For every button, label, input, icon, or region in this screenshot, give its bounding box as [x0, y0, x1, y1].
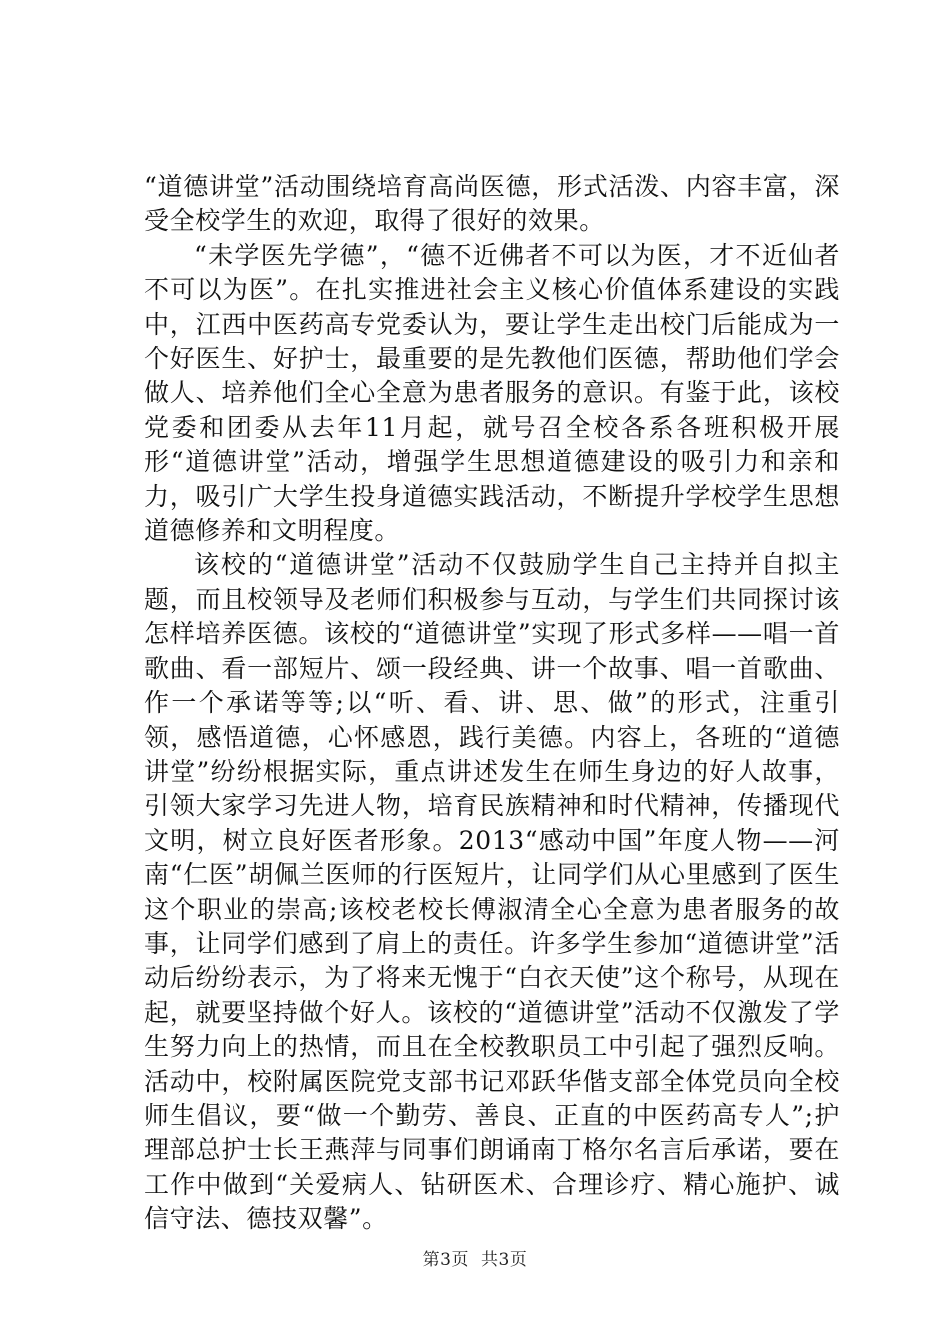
paragraph-1: “道德讲堂”活动围绕培育高尚医德，形式活泼、内容丰富，深受全校学生的欢迎，取得了很好的效果。 — [144, 172, 840, 236]
paragraph-3: 该校的“道德讲堂”活动不仅鼓励学生自己主持并自拟主题，而且校领导及老师们积极参与互动，与学生们共同探讨该怎样培养医德。该校的“道德讲堂”实现了形式多样——唱一首歌曲、看一部短片、颂一段经典、讲一个故事、唱一首歌曲、作一个承诺等等;以“听、看、讲、思、做”的形式，注重引领，感悟道德，心怀感恩，践行美德。内容上，各班的“道德讲堂”纷纷根据实际，重点讲述发生在师生身边的好人故事，引领大家学习先进人物，培育民族精神和时代精神，传播现代文明，树立良好医者形象。2013“感动中国”年度人物——河南“仁医”胡佩兰医师的行医短片，让同学们从心里感到了医生这个职业的崇高;该校老校长傅淑清全心全意为患者服务的故事，让同学们感到了肩上的责任。许多学生参加“道德讲堂”活动后纷纷表示，为了将来无愧于“白衣天使”这个称号，从现在起，就要坚持做个好人。该校的“道德讲堂”活动不仅激发了学生努力向上的热情，而且在全校教职员工中引起了强烈反响。活动中，校附属医院党支部书记邓跃华偕支部全体党员向全校师生倡议，要“做一个勤劳、善良、正直的中医药高专人”;护理部总护士长王燕萍与同事们朗诵南丁格尔名言后承诺，要在工作中做到“关爱病人、钻研医术、合理诊疗、精心施护、诚信守法、德技双馨”。 — [144, 550, 840, 1234]
page-footer — [0, 1245, 950, 1270]
document-body — [144, 170, 840, 1237]
paragraph-2: “未学医先学德”，“德不近佛者不可以为医，才不近仙者不可以为医”。在扎实推进社会主义核心价值体系建设的实践中，江西中医药高专党委认为，要让学生走出校门后能成为一个好医生、好护士，最重要的是先教他们医德，帮助他们学会做人、培养他们全心全意为患者服务的意识。有鉴于此，该校党委和团委从去年11月起，就号召全校各系各班积极开展形“道德讲堂”活动，增强学生思想道德建设的吸引力和亲和力，吸引广大学生投身道德实践活动，不断提升学校学生思想道德修养和文明程度。 — [144, 240, 840, 546]
page-total: 共3页 — [481, 1250, 528, 1270]
page-number: 第3页 — [422, 1250, 469, 1270]
